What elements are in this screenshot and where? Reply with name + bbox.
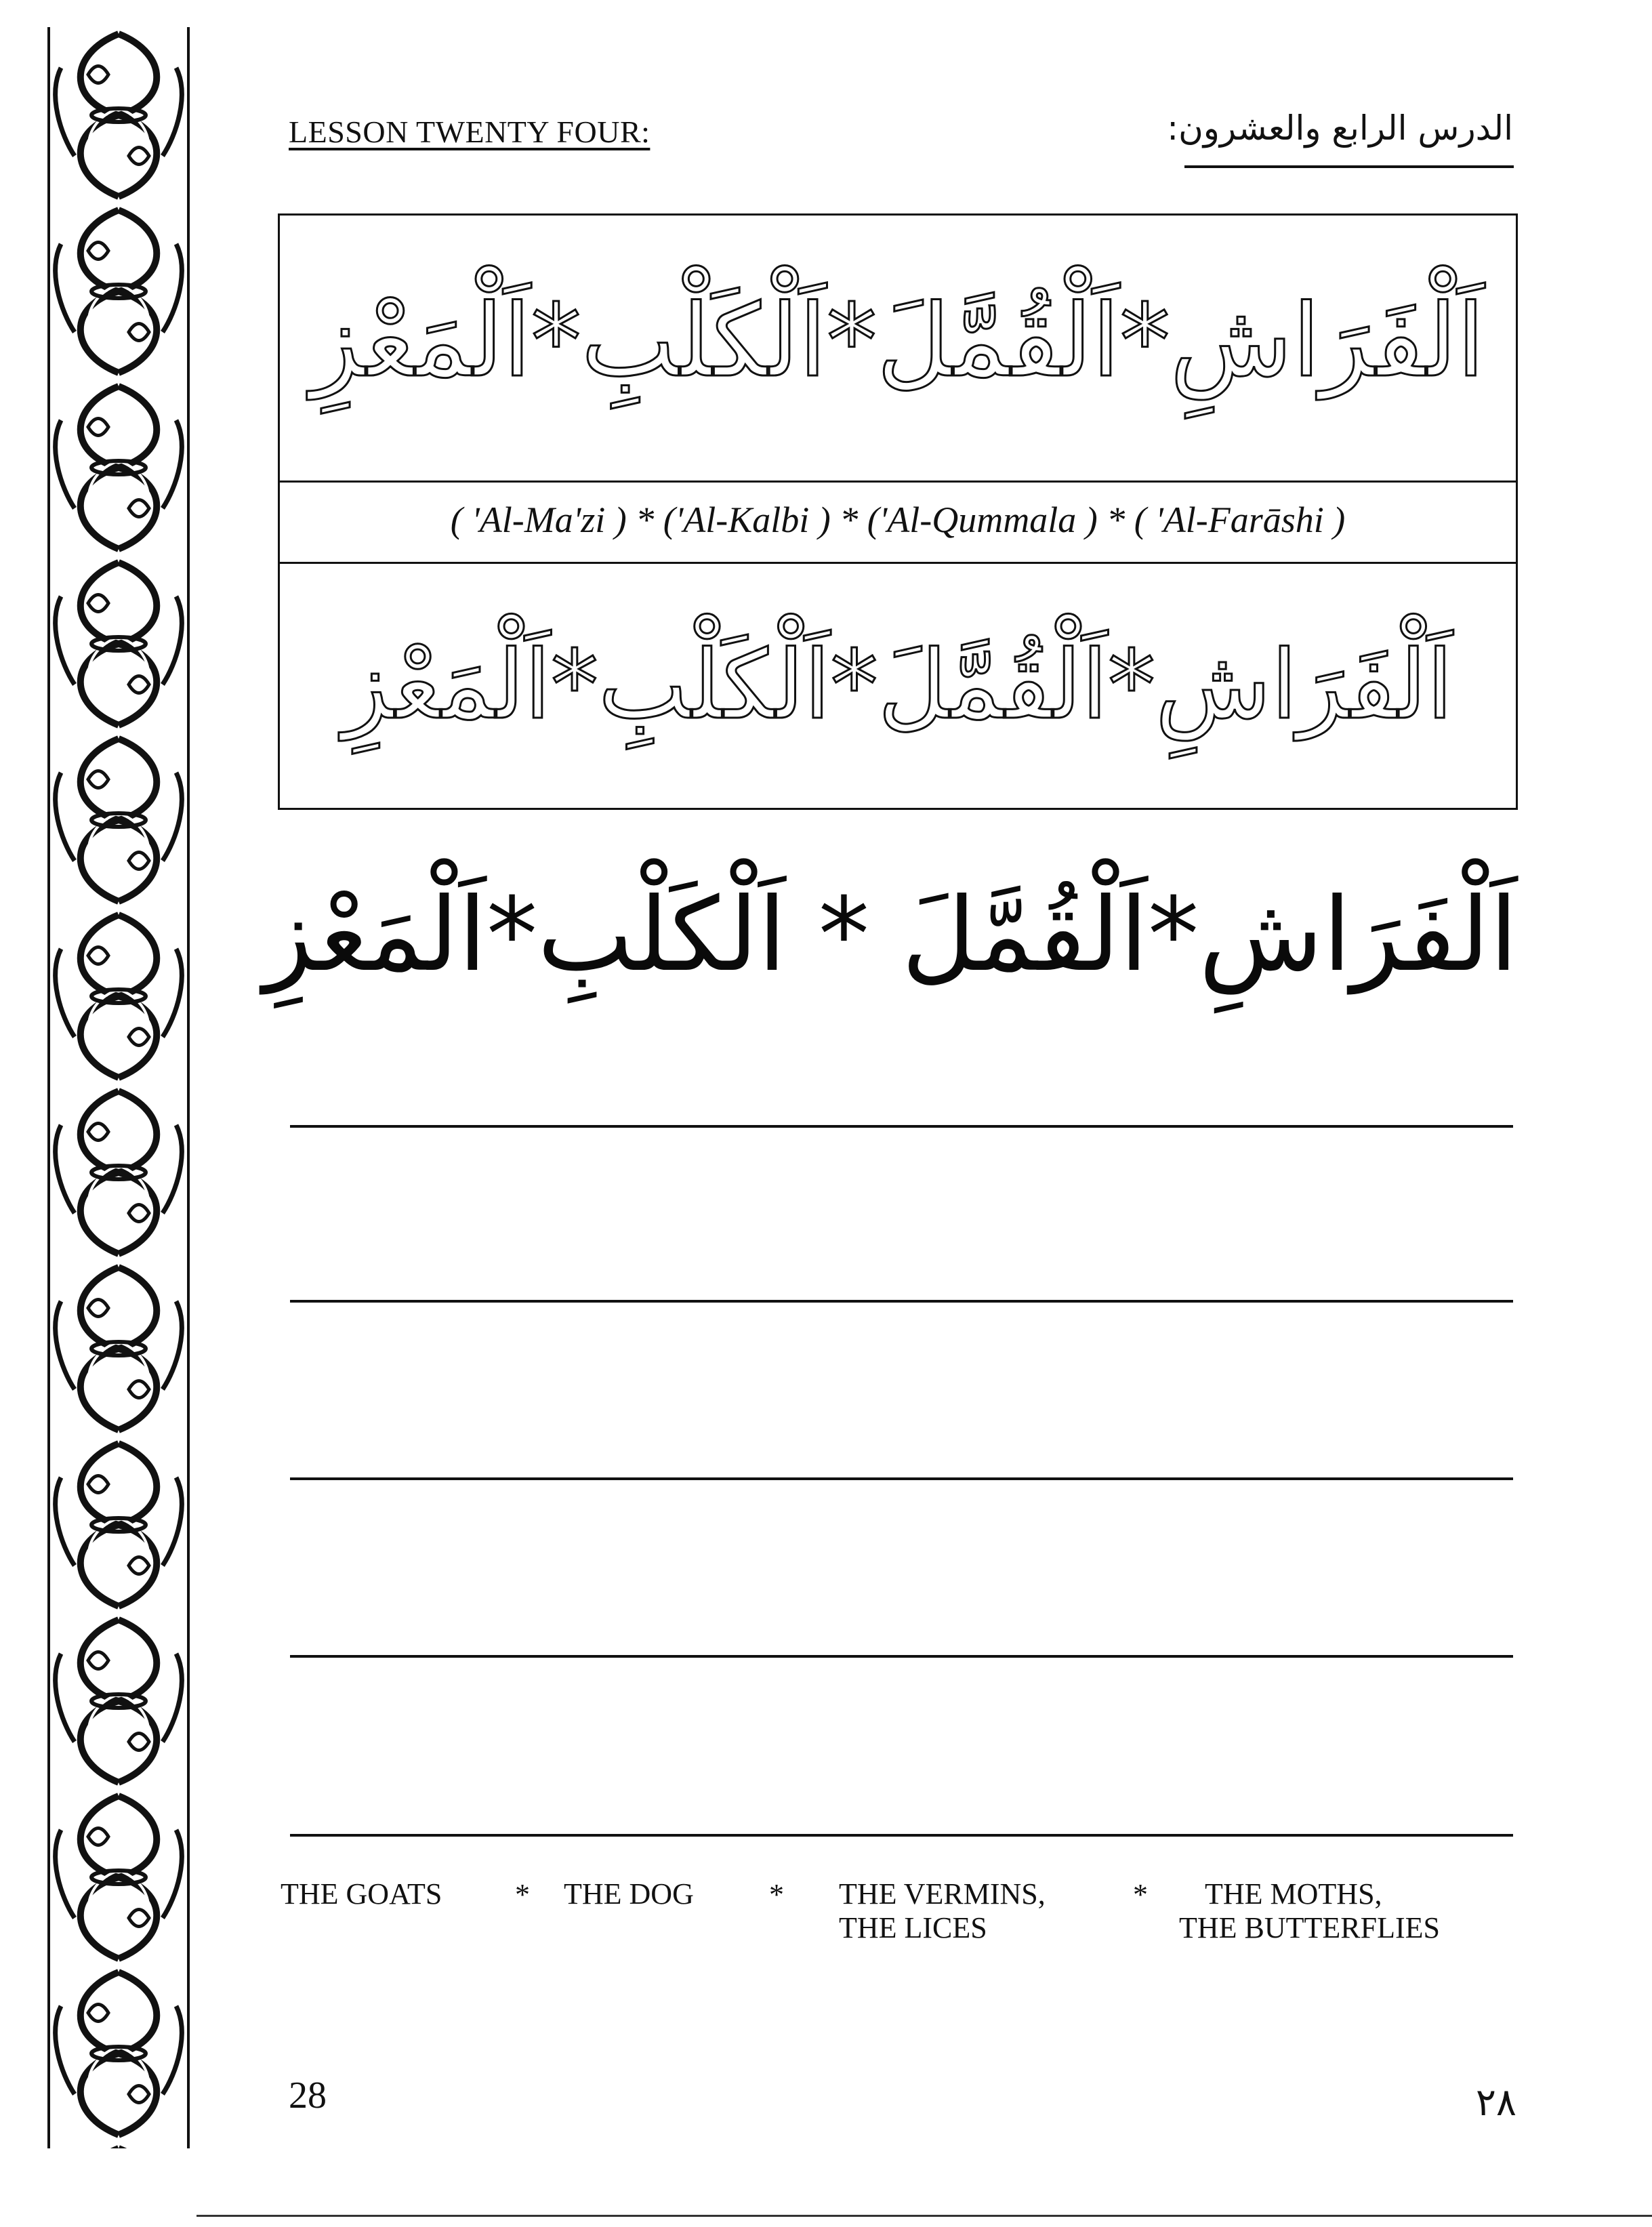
page-number-arabic: ٢٨ — [1475, 2081, 1516, 2125]
translation-moths-line1: THE MOTHS, — [1205, 1877, 1382, 1911]
translation-moths — [1179, 1877, 1440, 1945]
writing-line — [290, 1300, 1513, 1303]
transliteration-band — [280, 483, 1516, 564]
lesson-title: LESSON TWENTY FOUR: — [289, 115, 651, 149]
translation-moths-line2: THE BUTTERFLIES — [1179, 1911, 1440, 1944]
outline-row-1-band — [280, 216, 1516, 483]
translation-goats: THE GOATS — [281, 1877, 442, 1911]
transliteration-text: ( 'Al-Ma'zi ) * ('Al-Kalbi ) * ('Al-Qummala ) * ( 'Al-Farāshi ) — [450, 499, 1346, 540]
tracing-panel — [278, 213, 1518, 810]
decorative-border — [47, 27, 190, 2148]
solid-arabic-row: اَلْفَرَاشِ*اَلْقُمَّلَ * اَلْكَلْبِ*اَلْمَعْزِ — [263, 876, 1518, 994]
bottom-edge-rule — [197, 2215, 1652, 2217]
outline-row-2-band — [280, 564, 1516, 810]
separator-star: * — [1133, 1878, 1148, 1911]
writing-line — [290, 1834, 1513, 1837]
separator-star: * — [515, 1878, 530, 1911]
separator-star: * — [769, 1878, 784, 1911]
writing-line — [290, 1477, 1513, 1480]
arabic-title-underline — [1184, 165, 1514, 168]
translation-vermins — [839, 1877, 1046, 1945]
arabic-lesson-title: الدرس الرابع والعشرون: — [1167, 108, 1513, 148]
outline-arabic-row-1: اَلْفَرَاشِ*اَلْقُمَّلَ*اَلْكَلْبِ*اَلْمَعْزِ — [310, 283, 1485, 399]
translation-dog: THE DOG — [564, 1877, 694, 1911]
translation-vermins-line1: THE VERMINS, — [839, 1877, 1046, 1911]
outline-arabic-row-2: اَلْفَرَاشِ*اَلْقُمَّلَ*اَلْكَلْبِ*اَلْمَعْزِ — [342, 630, 1453, 741]
page-number: 28 — [289, 2075, 327, 2117]
writing-line — [290, 1655, 1513, 1658]
translation-vermins-line2: THE LICES — [839, 1911, 987, 1944]
writing-line — [290, 1125, 1513, 1128]
